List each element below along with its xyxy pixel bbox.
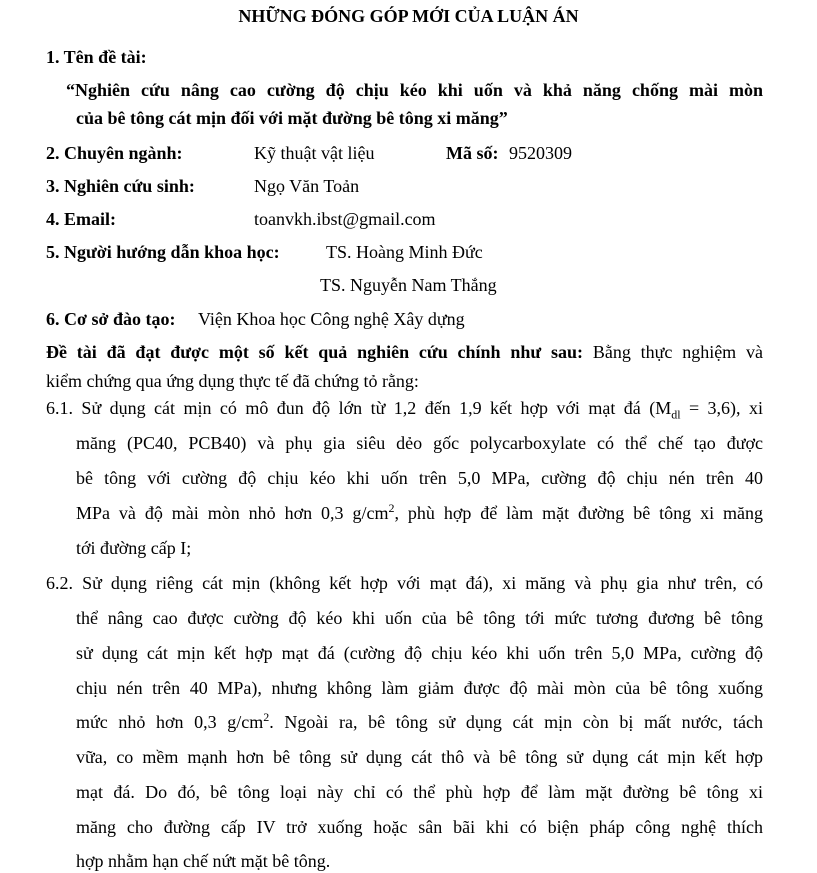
student-value: Ngọ Văn Toản <box>254 176 360 196</box>
results-lead-rest: Bằng thực nghiệm và <box>592 342 763 362</box>
item2-line-3: sử dụng cát mịn kết hợp mạt đá (cường độ chịu kéo khi uốn trên 5,0 MPa, cường độ <box>76 643 763 663</box>
item2-line-7: mạt đá. Do đó, bê tông loại này chỉ có thể phù hợp để làm mặt đường bê tông xi <box>76 782 763 802</box>
item2-line-9: hợp nhằm hạn chế nứt mặt bê tông. <box>76 851 331 871</box>
item1-line-1-tail: = 3,6), xi <box>680 398 763 418</box>
topic-label: 1. Tên đề tài: <box>46 47 147 67</box>
supervisor-second: TS. Nguyễn Nam Thắng <box>320 275 497 295</box>
item2-superscript: 2 <box>263 710 270 724</box>
item1-line-3: bê tông với cường độ chịu kéo khi uốn trên 5,0 MPa, cường độ chịu nén trên 40 <box>76 468 763 488</box>
item2-line-6: vữa, co mềm mạnh hơn bê tông sử dụng cát thô và bê tông sử dụng cát mịn kết hợp <box>76 747 763 767</box>
item1-superscript: 2 <box>388 501 395 515</box>
supervisors-label: 5. Người hướng dẫn khoa học: <box>46 242 280 262</box>
item1-line-1-text: 6.1. Sử dụng cát mịn có mô đun độ lớn từ 1,2 đến 1,9 kết hợp với mạt đá (M <box>46 398 672 418</box>
item2-line-4: chịu nén trên 40 MPa), nhưng không làm giảm được độ mài mòn của bê tông xuống <box>76 678 763 698</box>
results-lead-line-2: kiểm chứng qua ứng dụng thực tế đã chứng tỏ rằng: <box>46 371 419 391</box>
item2-line-5-text: mức nhỏ hơn 0,3 g/cm <box>76 712 264 732</box>
item1-line-4 <box>76 502 763 525</box>
email-value: toanvkh.ibst@gmail.com <box>254 209 436 229</box>
item1-line-5: tới đường cấp I; <box>76 538 192 558</box>
item1-line-4-text: MPa và độ mài mòn nhỏ hơn 0,3 g/cm <box>76 503 389 523</box>
item2-line-5 <box>76 711 763 734</box>
major-code-label: Mã số: <box>446 143 499 163</box>
item1-line-2: măng (PC40, PCB40) và phụ gia siêu dẻo gốc polycarboxylate có thể chế tạo được <box>76 433 763 453</box>
major-label: 2. Chuyên ngành: <box>46 143 183 163</box>
email-label: 4. Email: <box>46 209 116 229</box>
item2-line-1: 6.2. Sử dụng riêng cát mịn (không kết hợp với mạt đá), xi măng và phụ gia như trên, có <box>46 573 763 593</box>
topic-line-2: của bê tông cát mịn đối với mặt đường bê tông xi măng” <box>76 108 508 128</box>
supervisor-first: TS. Hoàng Minh Đức <box>326 242 483 262</box>
item1-line-4-tail: , phù hợp để làm mặt đường bê tông xi măng <box>394 503 764 523</box>
student-label: 3. Nghiên cứu sinh: <box>46 176 195 196</box>
major-value: Kỹ thuật vật liệu <box>254 143 375 163</box>
item1-line-1 <box>46 397 763 420</box>
item1-subscript: dl <box>671 407 681 422</box>
item2-line-8: măng cho đường cấp IV trở xuống hoặc sân bãi khi có biện pháp công nghệ thích <box>76 817 763 837</box>
results-lead-bold: Đề tài đã đạt được một số kết quả nghiên cứu chính như sau: <box>46 342 584 362</box>
institution-label: 6. Cơ sở đào tạo: <box>46 309 176 329</box>
item2-line-5-tail: . Ngoài ra, bê tông sử dụng cát mịn còn bị mất nước, tách <box>269 712 763 732</box>
institution-value: Viện Khoa học Công nghệ Xây dựng <box>198 309 465 329</box>
results-lead-line-1 <box>46 341 763 364</box>
page-title: NHỮNG ĐÓNG GÓP MỚI CỦA LUẬN ÁN <box>238 6 579 26</box>
topic-line-1: “Nghiên cứu nâng cao cường độ chịu kéo khi uốn và khả năng chống mài mòn <box>66 80 763 100</box>
major-code-value: 9520309 <box>509 143 572 163</box>
item2-line-2: thể nâng cao được cường độ kéo khi uốn của bê tông tới mức tương đương bê tông <box>76 608 763 628</box>
